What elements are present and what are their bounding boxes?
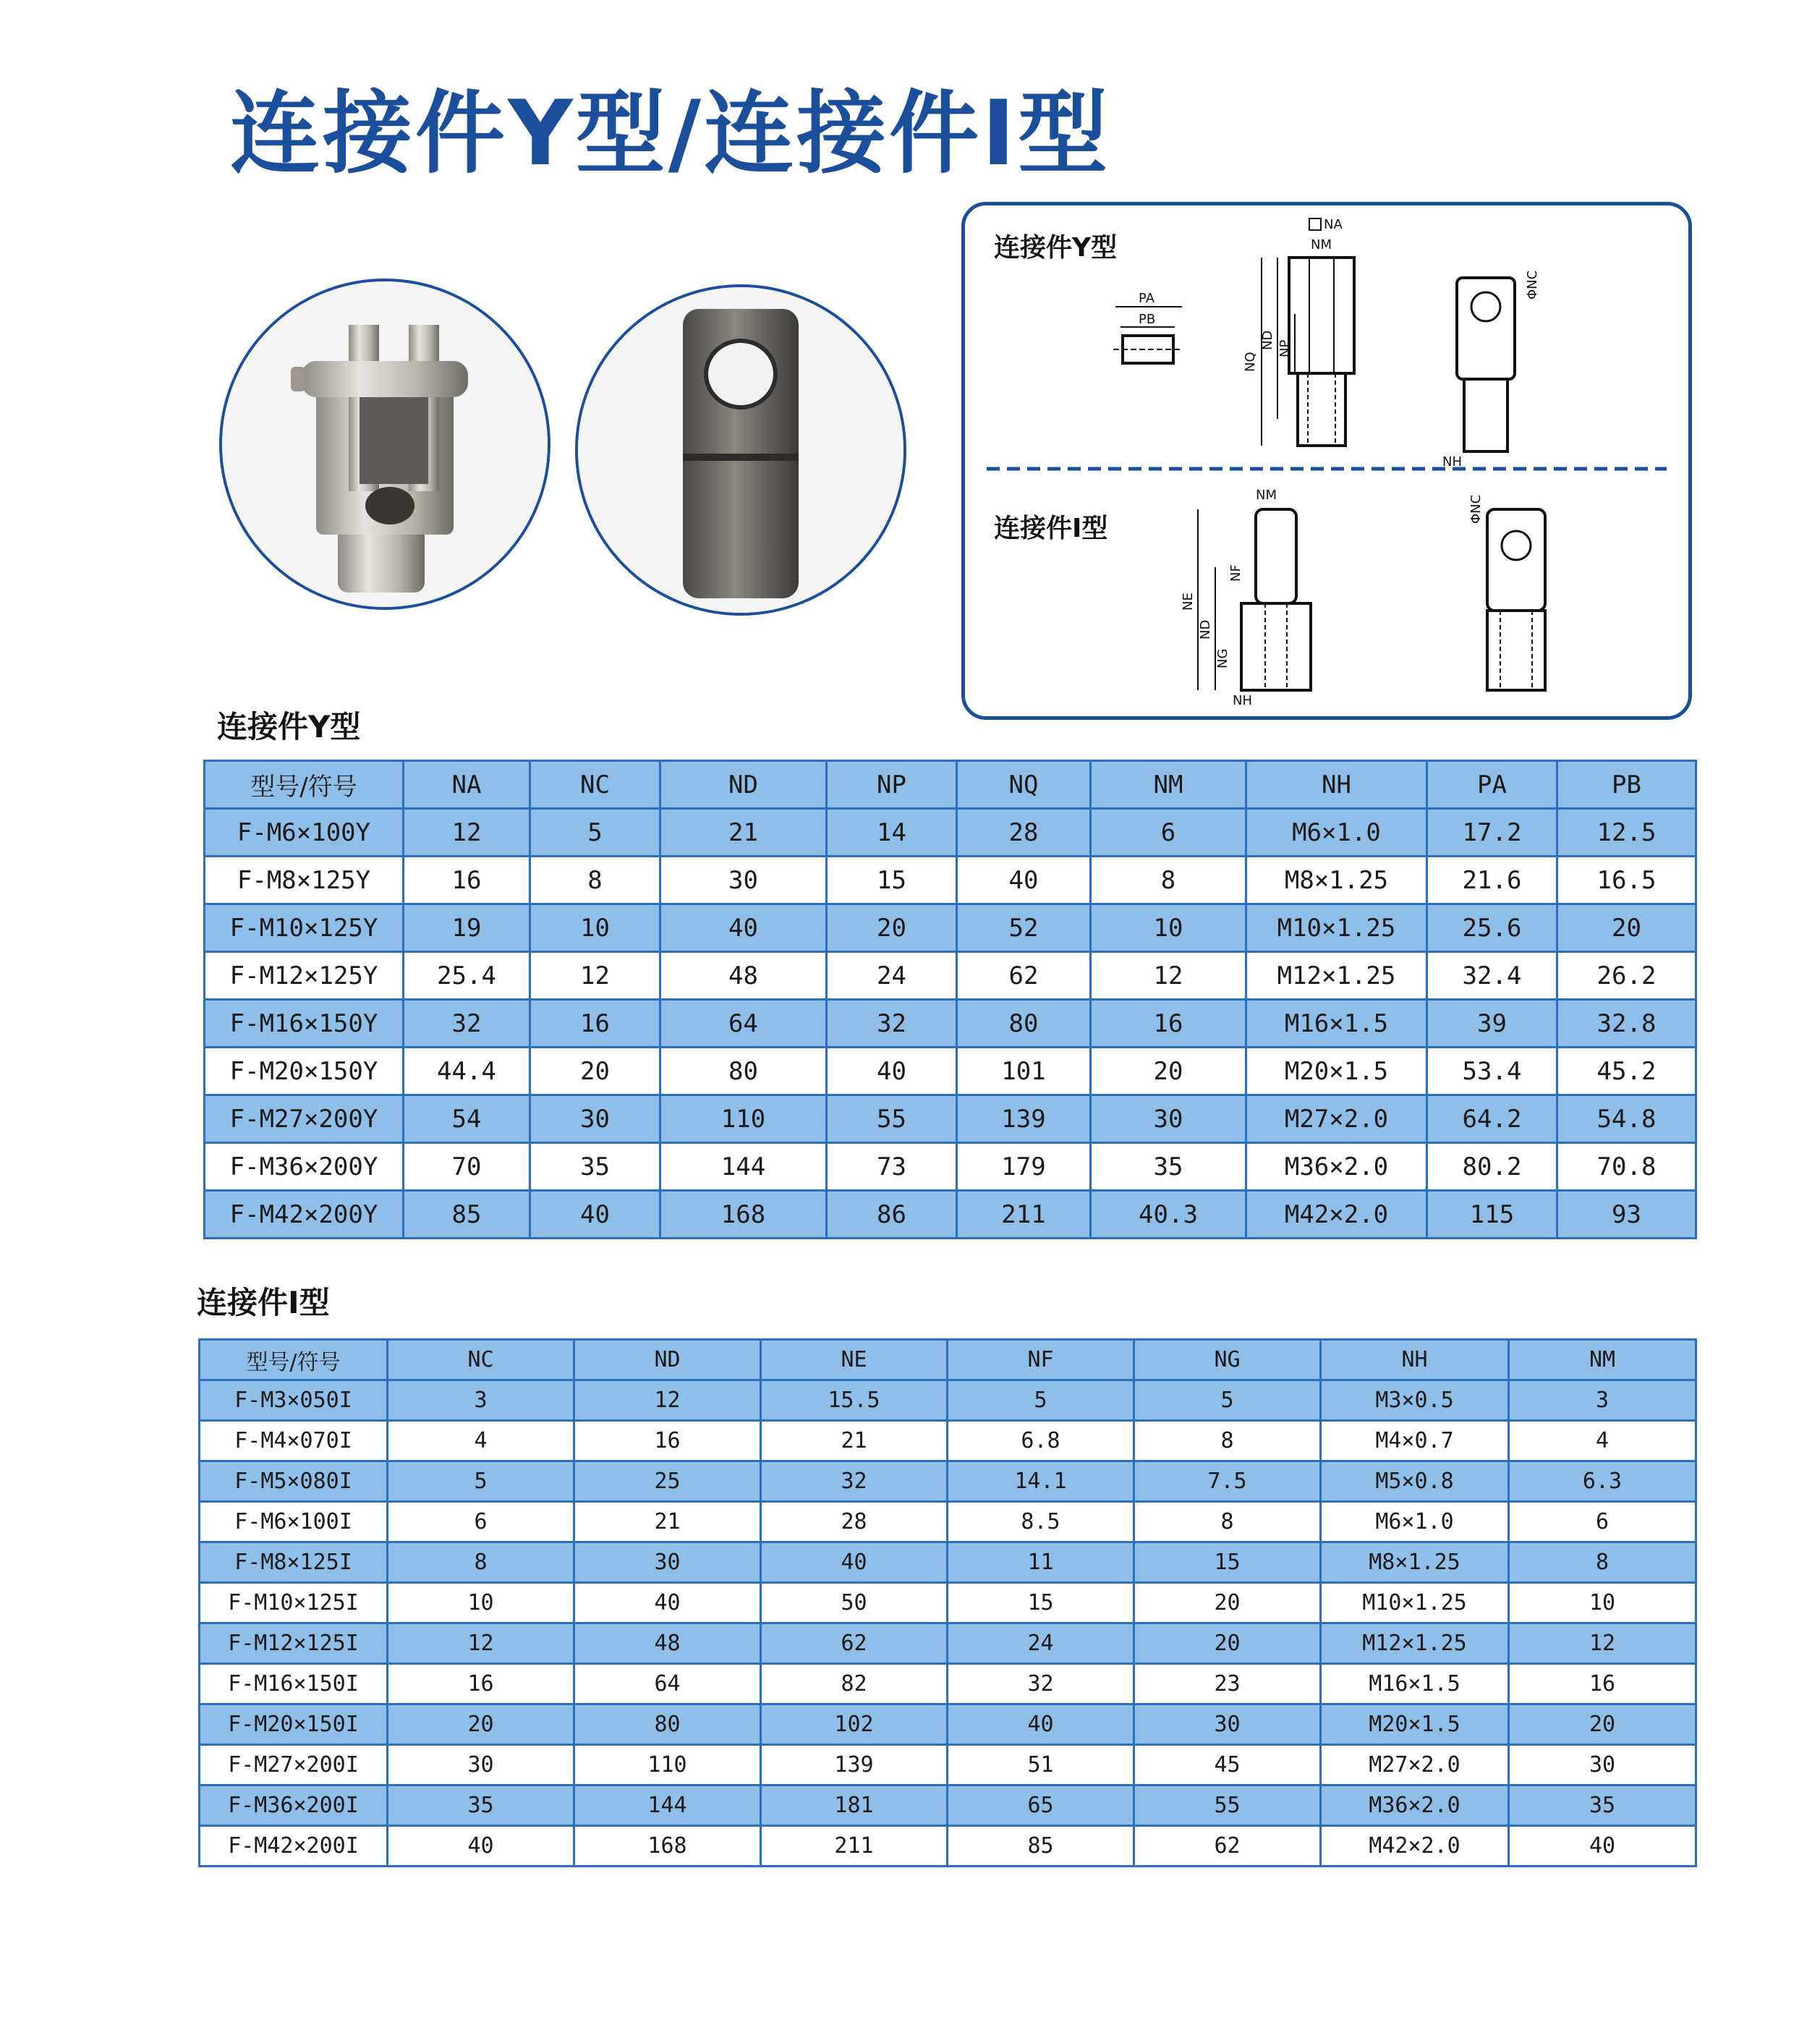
table-cell: M27×2.0 [1246,1095,1427,1143]
column-header: NG [1134,1340,1321,1380]
table-cell: 20 [827,904,957,952]
table-cell: 4 [1509,1421,1696,1461]
dim-na: NA [1324,217,1343,232]
table-cell: F-M3×050I [200,1380,388,1421]
column-header: 型号/符号 [205,761,404,809]
dim-nc-y: ΦNC [1525,270,1540,300]
table-cell: 5 [1134,1380,1321,1421]
table-header-row [200,1340,1696,1380]
table-header-row [205,761,1696,809]
table-cell: 12 [404,809,530,857]
table-cell: F-M42×200I [200,1826,388,1867]
dim-nd: ND [1260,330,1275,350]
table-cell: 10 [1509,1583,1696,1623]
column-header: PB [1557,761,1696,809]
table-row [200,1502,1696,1542]
table-row [205,1191,1696,1239]
table-cell: 19 [404,904,530,952]
table-cell: 85 [404,1191,530,1239]
table-cell: F-M4×070I [200,1421,388,1461]
table-cell: 179 [957,1143,1091,1191]
table-cell: 21 [660,809,827,857]
table-cell: 40.3 [1091,1191,1246,1239]
table-cell: 20 [1134,1623,1321,1664]
table-row [200,1461,1696,1502]
table-cell: 181 [761,1785,948,1826]
table-row [205,1048,1696,1095]
table-cell: F-M42×200Y [205,1191,404,1239]
table-cell: 40 [530,1191,660,1239]
table-cell: 48 [660,952,827,1000]
table-cell: M10×1.25 [1321,1583,1509,1623]
table-cell: 35 [1509,1785,1696,1826]
table-row [205,1000,1696,1048]
table-cell: M3×0.5 [1321,1380,1509,1421]
table-cell: 6.8 [948,1421,1134,1461]
table-cell: 24 [827,952,957,1000]
table-cell: 10 [530,904,660,952]
table-cell: F-M8×125Y [205,857,404,904]
table-cell: 15.5 [761,1380,948,1421]
table-row [205,904,1696,952]
dim-nm: NM [1311,237,1332,252]
dim-nq: NQ [1243,352,1258,372]
table-cell: 144 [574,1785,761,1826]
table-cell: 139 [957,1095,1091,1143]
table-cell: M4×0.7 [1321,1421,1509,1461]
column-header: NA [404,761,530,809]
table-cell: M42×2.0 [1321,1826,1509,1867]
table-cell: 28 [957,809,1091,857]
table-cell: 64 [574,1664,761,1704]
column-header: NM [1091,761,1246,809]
table-cell: 65 [948,1785,1134,1826]
table-cell: 40 [1509,1826,1696,1867]
table-cell: F-M20×150I [200,1704,388,1745]
table-cell: 51 [948,1745,1134,1785]
table-cell: 10 [1091,904,1246,952]
table-cell: 8 [1091,857,1246,904]
table-cell: M36×2.0 [1246,1143,1427,1191]
dim-nc-i: ΦNC [1468,494,1484,524]
table-cell: 85 [948,1826,1134,1867]
table-row [200,1664,1696,1704]
table-cell: M20×1.5 [1246,1048,1427,1095]
table-row [200,1542,1696,1583]
column-header: NH [1246,761,1427,809]
table-cell: 64 [660,1000,827,1048]
table-cell: 8 [1134,1502,1321,1542]
table-cell: 21 [761,1421,948,1461]
table-row [200,1583,1696,1623]
table-cell: 40 [388,1826,574,1867]
column-header: NC [530,761,660,809]
table-row [200,1704,1696,1745]
table-cell: 93 [1557,1191,1696,1239]
table-cell: 8.5 [948,1502,1134,1542]
table-cell: 55 [1134,1785,1321,1826]
dim-np: NP [1277,339,1293,357]
table-cell: 110 [660,1095,827,1143]
table-cell: 62 [761,1623,948,1664]
table-row [200,1623,1696,1664]
table-row [200,1745,1696,1785]
table-cell: 24 [948,1623,1134,1664]
table-cell: 80.2 [1427,1143,1557,1191]
table-cell: 32.4 [1427,952,1557,1000]
table-cell: 17.2 [1427,809,1557,857]
column-header: NE [761,1340,948,1380]
table-cell: 40 [827,1048,957,1095]
table-cell: 86 [827,1191,957,1239]
y-connector-photo [219,279,550,610]
table-cell: 168 [574,1826,761,1867]
table-cell: 70 [404,1143,530,1191]
table-cell: 28 [761,1502,948,1542]
table-row [205,1095,1696,1143]
i-side-drawing [1468,495,1545,690]
table-cell: M6×1.0 [1246,809,1427,857]
table-cell: 48 [574,1623,761,1664]
table-cell: M12×1.25 [1246,952,1427,1000]
table-cell: 55 [827,1095,957,1143]
table-cell: 32 [761,1461,948,1502]
table-cell: 40 [660,904,827,952]
table-cell: 40 [957,857,1091,904]
table-cell: 8 [1509,1542,1696,1583]
table-cell: 16.5 [1557,857,1696,904]
table-cell: 20 [1509,1704,1696,1745]
table-cell: 73 [827,1143,957,1191]
dim-nh-y: NH [1442,454,1462,470]
table-cell: 115 [1427,1191,1557,1239]
table-cell: M10×1.25 [1246,904,1427,952]
table-cell: 25 [574,1461,761,1502]
table-cell: F-M6×100Y [205,809,404,857]
table-cell: 4 [388,1421,574,1461]
table-cell: 25.4 [404,952,530,1000]
table-cell: 82 [761,1664,948,1704]
table-cell: M20×1.5 [1321,1704,1509,1745]
i-spec-table [198,1338,1697,1867]
table-cell: 35 [1091,1143,1246,1191]
diagram-y-label: 连接件Y型 [994,233,1118,263]
table-cell: 30 [660,857,827,904]
table-cell: 32 [404,1000,530,1048]
table-cell: 80 [574,1704,761,1745]
table-cell: 16 [1091,1000,1246,1048]
table-cell: 15 [827,857,957,904]
table-cell: 80 [957,1000,1091,1048]
table-cell: 16 [1509,1664,1696,1704]
table-cell: 30 [388,1745,574,1785]
table-cell: 211 [957,1191,1091,1239]
table-cell: F-M12×125I [200,1623,388,1664]
table-cell: F-M12×125Y [205,952,404,1000]
table-cell: 40 [948,1704,1134,1745]
dim-ng: NG [1215,648,1230,668]
table-cell: 6 [388,1502,574,1542]
table-cell: 16 [574,1421,761,1461]
table-cell: F-M16×150I [200,1664,388,1704]
diagram-i-label: 连接件I型 [994,514,1108,543]
table-cell: M16×1.5 [1321,1664,1509,1704]
table-cell: F-M6×100I [200,1502,388,1542]
table-cell: 26.2 [1557,952,1696,1000]
table-cell: 30 [1509,1745,1696,1785]
table-cell: 14 [827,809,957,857]
table-cell: 20 [1134,1583,1321,1623]
table-cell: 20 [388,1704,574,1745]
table-cell: 50 [761,1583,948,1623]
table-cell: 52 [957,904,1091,952]
column-header: PA [1427,761,1557,809]
table-cell: F-M10×125Y [205,904,404,952]
table-cell: 139 [761,1745,948,1785]
table-cell: 12 [574,1380,761,1421]
y-pin-drawing [1113,291,1182,363]
table-cell: 62 [1134,1826,1321,1867]
table-cell: 62 [957,952,1091,1000]
table-cell: 35 [388,1785,574,1826]
table-cell: 11 [948,1542,1134,1583]
table-cell: 3 [1509,1380,1696,1421]
table-cell: M5×0.8 [1321,1461,1509,1502]
table-cell: 40 [574,1583,761,1623]
table-cell: 53.4 [1427,1048,1557,1095]
column-header: NP [827,761,957,809]
table-cell: 211 [761,1826,948,1867]
table-cell: 80 [660,1048,827,1095]
table-cell: 45.2 [1557,1048,1696,1095]
table-cell: F-M36×200I [200,1785,388,1826]
table-cell: 6 [1091,809,1246,857]
table-cell: 39 [1427,1000,1557,1048]
column-header: NM [1509,1340,1696,1380]
dim-nm-i: NM [1256,488,1277,503]
table-cell: M42×2.0 [1246,1191,1427,1239]
table-cell: F-M10×125I [200,1583,388,1623]
table-cell: 32 [948,1664,1134,1704]
table-cell: 10 [388,1583,574,1623]
table-row [205,809,1696,857]
table-row [200,1380,1696,1421]
table-cell: 5 [530,809,660,857]
table-row [200,1785,1696,1826]
i-front-drawing [1181,488,1311,708]
table-cell: 12 [388,1623,574,1664]
table-cell: 168 [660,1191,827,1239]
table-cell: F-M5×080I [200,1461,388,1502]
dim-ne: NE [1181,593,1196,611]
table-cell: 8 [1134,1421,1321,1461]
table-cell: M8×1.25 [1321,1542,1509,1583]
table-cell: M12×1.25 [1321,1623,1509,1664]
table-cell: 64.2 [1427,1095,1557,1143]
table-cell: 7.5 [1134,1461,1321,1502]
table-cell: 101 [957,1048,1091,1095]
table-cell: 6 [1509,1502,1696,1542]
table-cell: F-M16×150Y [205,1000,404,1048]
table-cell: F-M36×200Y [205,1143,404,1191]
table-cell: 15 [1134,1542,1321,1583]
table-row [205,857,1696,904]
table-cell: 30 [574,1542,761,1583]
table-cell: 44.4 [404,1048,530,1095]
y-spec-table [203,760,1697,1239]
table-cell: 12.5 [1557,809,1696,857]
table-cell: M8×1.25 [1246,857,1427,904]
table-cell: 14.1 [948,1461,1134,1502]
table-cell: 102 [761,1704,948,1745]
table-cell: 32 [827,1000,957,1048]
table-cell: 30 [1134,1704,1321,1745]
table-cell: 16 [530,1000,660,1048]
table-cell: 16 [404,857,530,904]
table-cell: F-M20×150Y [205,1048,404,1095]
table-cell: 12 [1509,1623,1696,1664]
table-cell: 12 [1091,952,1246,1000]
table-cell: 54 [404,1095,530,1143]
dim-pa: PA [1139,291,1155,306]
table-cell: F-M27×200Y [205,1095,404,1143]
table-cell: M36×2.0 [1321,1785,1509,1826]
table-cell: 6.3 [1509,1461,1696,1502]
table-cell: M16×1.5 [1246,1000,1427,1048]
table-cell: 110 [574,1745,761,1785]
i-connector-photo [575,284,906,616]
table-row [200,1421,1696,1461]
table-cell: 144 [660,1143,827,1191]
table-cell: M6×1.0 [1321,1502,1509,1542]
column-header: ND [574,1340,761,1380]
table-cell: 30 [530,1095,660,1143]
y-front-drawing [1243,217,1354,446]
table-cell: 15 [948,1583,1134,1623]
table-cell: 12 [530,952,660,1000]
table-cell: 8 [530,857,660,904]
column-header: NQ [957,761,1091,809]
table-cell: 32.8 [1557,1000,1696,1048]
table-cell: 20 [1557,904,1696,952]
dim-nh-i: NH [1233,693,1252,708]
table-cell: 8 [388,1542,574,1583]
table-cell: F-M8×125I [200,1542,388,1583]
column-header: 型号/符号 [200,1340,388,1380]
table-cell: 5 [948,1380,1134,1421]
dim-pb: PB [1139,312,1156,327]
i-table-heading: 连接件I型 [197,1285,330,1320]
column-header: ND [660,761,827,809]
column-header: NF [948,1340,1134,1380]
table-cell: 40 [761,1542,948,1583]
y-side-drawing [1442,271,1540,470]
dim-nf: NF [1228,564,1243,582]
table-row [200,1826,1696,1867]
table-row [205,952,1696,1000]
table-cell: M27×2.0 [1321,1745,1509,1785]
table-cell: 23 [1134,1664,1321,1704]
y-table-heading: 连接件Y型 [217,709,361,744]
table-cell: 16 [388,1664,574,1704]
dim-nd-i: ND [1198,619,1213,640]
table-cell: 45 [1134,1745,1321,1785]
dimension-diagram-panel [961,202,1692,720]
table-cell: 70.8 [1557,1143,1696,1191]
table-cell: F-M27×200I [200,1745,388,1785]
table-cell: 30 [1091,1095,1246,1143]
table-cell: 20 [530,1048,660,1095]
table-cell: 35 [530,1143,660,1191]
table-cell: 20 [1091,1048,1246,1095]
table-cell: 25.6 [1427,904,1557,952]
table-cell: 21 [574,1502,761,1542]
table-cell: 54.8 [1557,1095,1696,1143]
table-cell: 5 [388,1461,574,1502]
table-cell: 21.6 [1427,857,1557,904]
table-cell: 3 [388,1380,574,1421]
page-title: 连接件Y型/连接件I型 [230,82,1111,186]
table-row [205,1143,1696,1191]
column-header: NC [388,1340,574,1380]
column-header: NH [1321,1340,1509,1380]
